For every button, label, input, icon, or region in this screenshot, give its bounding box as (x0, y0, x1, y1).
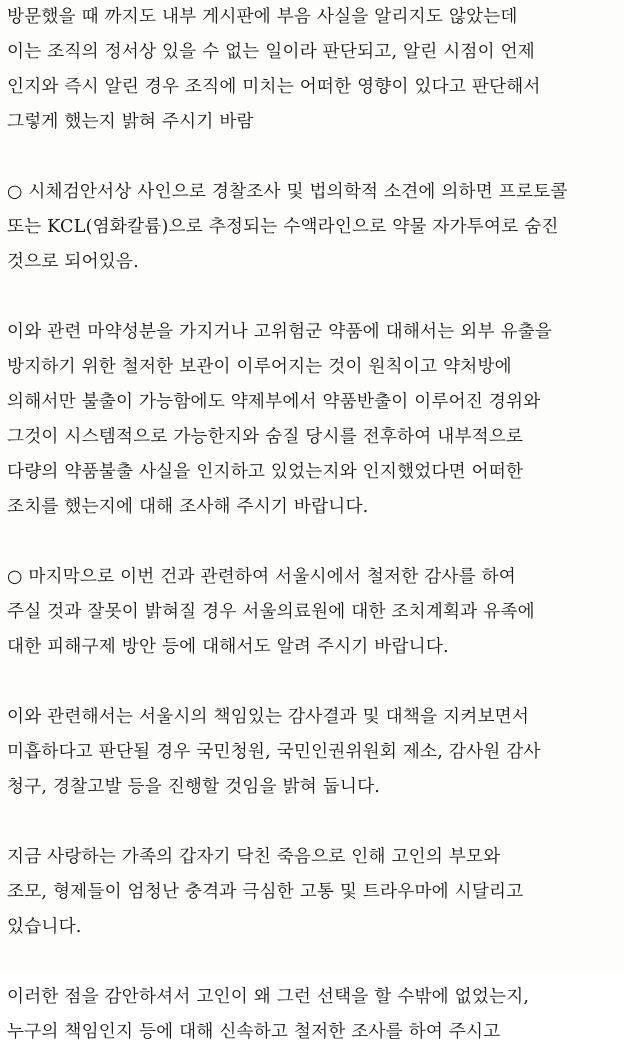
paragraph-gap (7, 280, 616, 315)
text-line: 미흡하다고 판단될 경우 국민청원, 국민인권위원회 제소, 감사원 감사 (7, 742, 541, 762)
paragraph-gap (7, 945, 616, 980)
text-line: 의해서만 불출이 가능함에도 약제부에서 약품반출이 이루어진 경위와 (7, 392, 541, 412)
paragraph-6 (7, 840, 616, 945)
text-line: 것으로 되어있음. (7, 252, 139, 272)
text-line: 지금 사랑하는 가족의 갑자기 닥친 죽음으로 인해 고인의 부모와 (7, 847, 501, 867)
text-line: 주실 것과 잘못이 밝혀질 경우 서울의료원에 대한 조치계획과 유족에 (7, 602, 535, 622)
text-line: 인지와 즉시 알린 경우 조직에 미치는 어떠한 영향이 있다고 판단해서 (7, 77, 541, 97)
paragraph-5 (7, 700, 616, 805)
text-line: 누구의 책임인지 등에 대해 신속하고 철저한 조사를 하여 주시고 (7, 1022, 501, 1042)
text-line: ○ 마지막으로 이번 건과 관련하여 서울시에서 철저한 감사를 하여 (7, 567, 516, 587)
text-line: 이는 조직의 정서상 있을 수 없는 일이라 판단되고, 알린 시점이 언제 (7, 42, 536, 62)
paragraph-gap (7, 525, 616, 560)
paragraph-1 (7, 0, 616, 140)
text-line: 이러한 점을 감안하셔서 고인이 왜 그런 선택을 할 수밖에 없었는지, (7, 987, 530, 1007)
paragraph-2 (7, 175, 616, 280)
text-line: 또는 KCL(염화칼륨)으로 추정되는 수액라인으로 약물 자가투여로 숨진 (7, 217, 559, 237)
paragraph-gap (7, 140, 616, 175)
text-line: 조모, 형제들이 엄청난 충격과 극심한 고통 및 트라우마에 시달리고 (7, 882, 524, 902)
text-line: 방문했을 때 까지도 내부 게시판에 부음 사실을 알리지도 않았는데 (7, 7, 518, 27)
paragraph-gap (7, 665, 616, 700)
text-line: 방지하기 위한 철저한 보관이 이루어지는 것이 원칙이고 약처방에 (7, 357, 512, 377)
paragraph-gap (7, 805, 616, 840)
text-line: 그것이 시스템적으로 가능한지와 숨질 당시를 전후하여 내부적으로 (7, 427, 524, 447)
text-line: ○ 시체검안서상 사인으로 경찰조사 및 법의학적 소견에 의하면 프로토콜 (7, 182, 568, 202)
paragraph-4 (7, 560, 616, 665)
paragraph-3 (7, 315, 616, 525)
paragraph-7 (7, 980, 616, 1050)
text-line: 다량의 약품불출 사실을 인지하고 있었는지와 인지했었다면 어떠한 (7, 462, 524, 482)
text-line: 이와 관련 마약성분을 가지거나 고위험군 약품에 대해서는 외부 유출을 (7, 322, 553, 342)
text-line: 청구, 경찰고발 등을 진행할 것임을 밝혀 둡니다. (7, 777, 381, 797)
text-line: 이와 관련해서는 서울시의 책임있는 감사결과 및 대책을 지켜보면서 (7, 707, 530, 727)
text-line: 그렇게 했는지 밝혀 주시기 바람 (7, 112, 254, 132)
text-line: 조치를 했는지에 대해 조사해 주시기 바랍니다. (7, 497, 369, 517)
text-line: 대한 피해구제 방안 등에 대해서도 알려 주시기 바랍니다. (7, 637, 449, 657)
text-line: 있습니다. (7, 917, 82, 937)
